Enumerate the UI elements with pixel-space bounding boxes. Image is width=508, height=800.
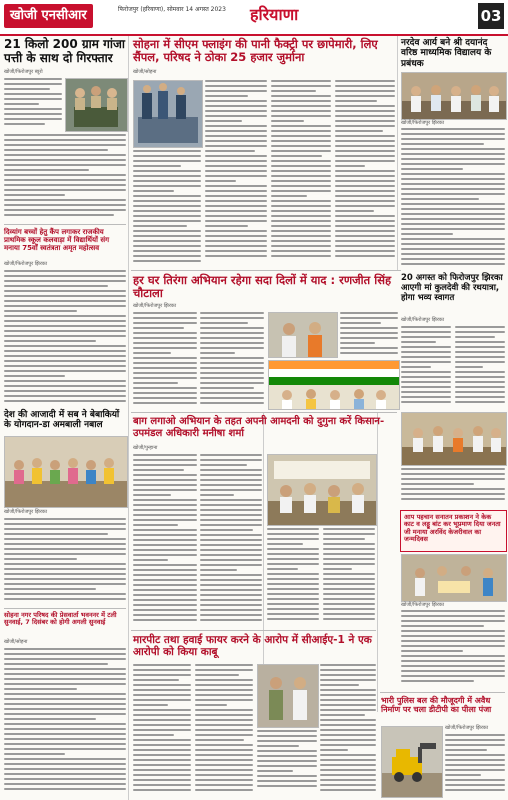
divider [4, 608, 126, 609]
headline-ranjit-chautala: हर घर तिरंगा अभियान रहेगा सदा दिलों में याद : रणजीत सिंह चौटाला [133, 273, 392, 301]
divider [131, 630, 376, 631]
article-text [200, 454, 262, 626]
masthead [0, 0, 508, 36]
article-text [205, 80, 267, 266]
article-text [401, 610, 505, 688]
photo-police-ganja [65, 78, 128, 132]
article-text [340, 312, 398, 356]
article-text [4, 134, 126, 220]
byline: खोजी/फिरोजपुर झिरका [133, 303, 177, 309]
column-rule [128, 36, 129, 270]
byline: खोजी/फिरोजपुर झिरका [401, 602, 445, 608]
boxed-headline [400, 510, 507, 552]
article-text [335, 80, 395, 266]
photo-kuldevi-meeting [401, 412, 507, 466]
divider [131, 270, 401, 271]
article-text [4, 648, 126, 796]
article-text [401, 468, 505, 506]
photo-accused-police [257, 664, 319, 728]
headline-baag-lagao: बाग लगाओ अभियान के तहत अपनी आमदनी को दुगुना करें किसान- उपमंडल अधिकारी मनीषा शर्मा [133, 416, 385, 439]
byline: खोजी/फिरोजपुर झिरका [445, 725, 489, 731]
page-number: 03 [478, 3, 504, 29]
headline-dtp-demolition: भारी पुलिस बल की मौजूदगी में अवैध निर्माण पर चला डीटीपी का पीला पंजा [381, 696, 492, 715]
photo-water-factory [133, 80, 203, 148]
article-text [401, 326, 451, 410]
headline-nardev-arya: नरदेव आर्य बने श्री दयानंद वरिष्ठ माध्यमिक विद्यालय के प्रबंधक [401, 38, 492, 69]
byline: खोजी/सोहना [4, 639, 28, 645]
article-text [133, 664, 191, 796]
article-text [133, 454, 197, 626]
photo-kejriwal-celebration [401, 554, 507, 602]
headline-nagar-parishad: सोहना नगर परिषद की प्रेसवार्ता भवननर में टली सुनवाई, 7 दिसंबर को होगी अगली सुनवाई [4, 611, 117, 627]
divider [380, 692, 505, 693]
headline-school-camp: दिव्यांग बच्चों हेतु कैंप लगाकर राजकीय प्राथमिक स्कूल कलवाड़ा में विद्यार्थियों संग मनाया 75वाँ स्वतंत्रता अमृत महोत्सव [4, 228, 110, 253]
article-text [445, 734, 505, 796]
byline: खोजी/फिरोजपुर झिरका [4, 261, 48, 267]
photo-women-meeting [4, 436, 128, 508]
byline: खोजी/पुन्हाना [133, 445, 158, 451]
article-text [267, 528, 319, 626]
byline: खोजी/फिरोजपुर झिरका [4, 509, 48, 515]
photo-bulldozer [381, 726, 443, 798]
article-text [401, 128, 505, 268]
divider [4, 224, 126, 225]
byline: खोजी/फिरोजपुर झिरका [401, 120, 445, 126]
photo-tiranga-event [268, 360, 400, 410]
divider [131, 412, 397, 413]
headline-ganja-arrest: 21 किलो 200 ग्राम गांजा पत्ती के साथ दो गिरफ्तार [4, 37, 125, 65]
byline: खोजी/फिरोजपुर झिरका [401, 317, 445, 323]
section-title: हरियाणा [250, 5, 299, 24]
headline-cia-arrest: मारपीट तथा हवाई फायर करने के आरोप में सीआईए-1 ने एक आरोपी को किया काबू [133, 634, 372, 659]
article-text [323, 528, 375, 626]
headline-kuldevi-rathyatra: 20 अगस्त को फिरोजपुर झिरका आएगी मां कुलदेवी की रथयात्रा, होगा भव्य स्वागत [401, 273, 503, 303]
byline: खोजी/सोहना [133, 69, 157, 75]
article-text [133, 312, 197, 408]
article-text [200, 312, 264, 408]
article-text [257, 730, 317, 796]
article-text [4, 270, 126, 406]
newspaper-logo: खोजी एनसीआर [4, 4, 93, 28]
article-text [271, 80, 331, 266]
headline-kejriwal-birthday: आप पहचान सनातन प्रकाशन ने केक काट व लड्डू बांट कर भूप्रमाण दिया जनता जी मनाया अरविंद केजरीवाल का जन्मदिवस [404, 513, 501, 544]
article-text [4, 78, 62, 130]
column-rule [397, 36, 398, 270]
article-text [320, 664, 376, 796]
headline-desh-azadi: देश की आजादी में सब ने बेबाकियों के योगदान-डा अमबाली नबाल [4, 410, 120, 431]
photo-ranjit-chautala [268, 312, 338, 358]
photo-school-committee [401, 72, 507, 120]
column-rule [128, 270, 129, 800]
dateline: फिरोजपुर (हरियाणा), सोमवार 14 अगस्त 2023 [118, 6, 226, 13]
article-text [4, 518, 126, 604]
article-text [133, 150, 201, 266]
column-rule [377, 412, 378, 712]
photo-farmers-meeting [267, 454, 377, 526]
headline-water-factory: सोहना में सीएम फ्लाइंग की पानी फैक्ट्री पर छापेमारी, लिए सैंपल, परिषद ने ठोका 25 हजार जुर्माना [133, 37, 378, 65]
article-text [195, 664, 253, 796]
article-text [455, 326, 505, 410]
byline: खोजी/फिरोजपुर ब्यूरो [4, 69, 43, 75]
